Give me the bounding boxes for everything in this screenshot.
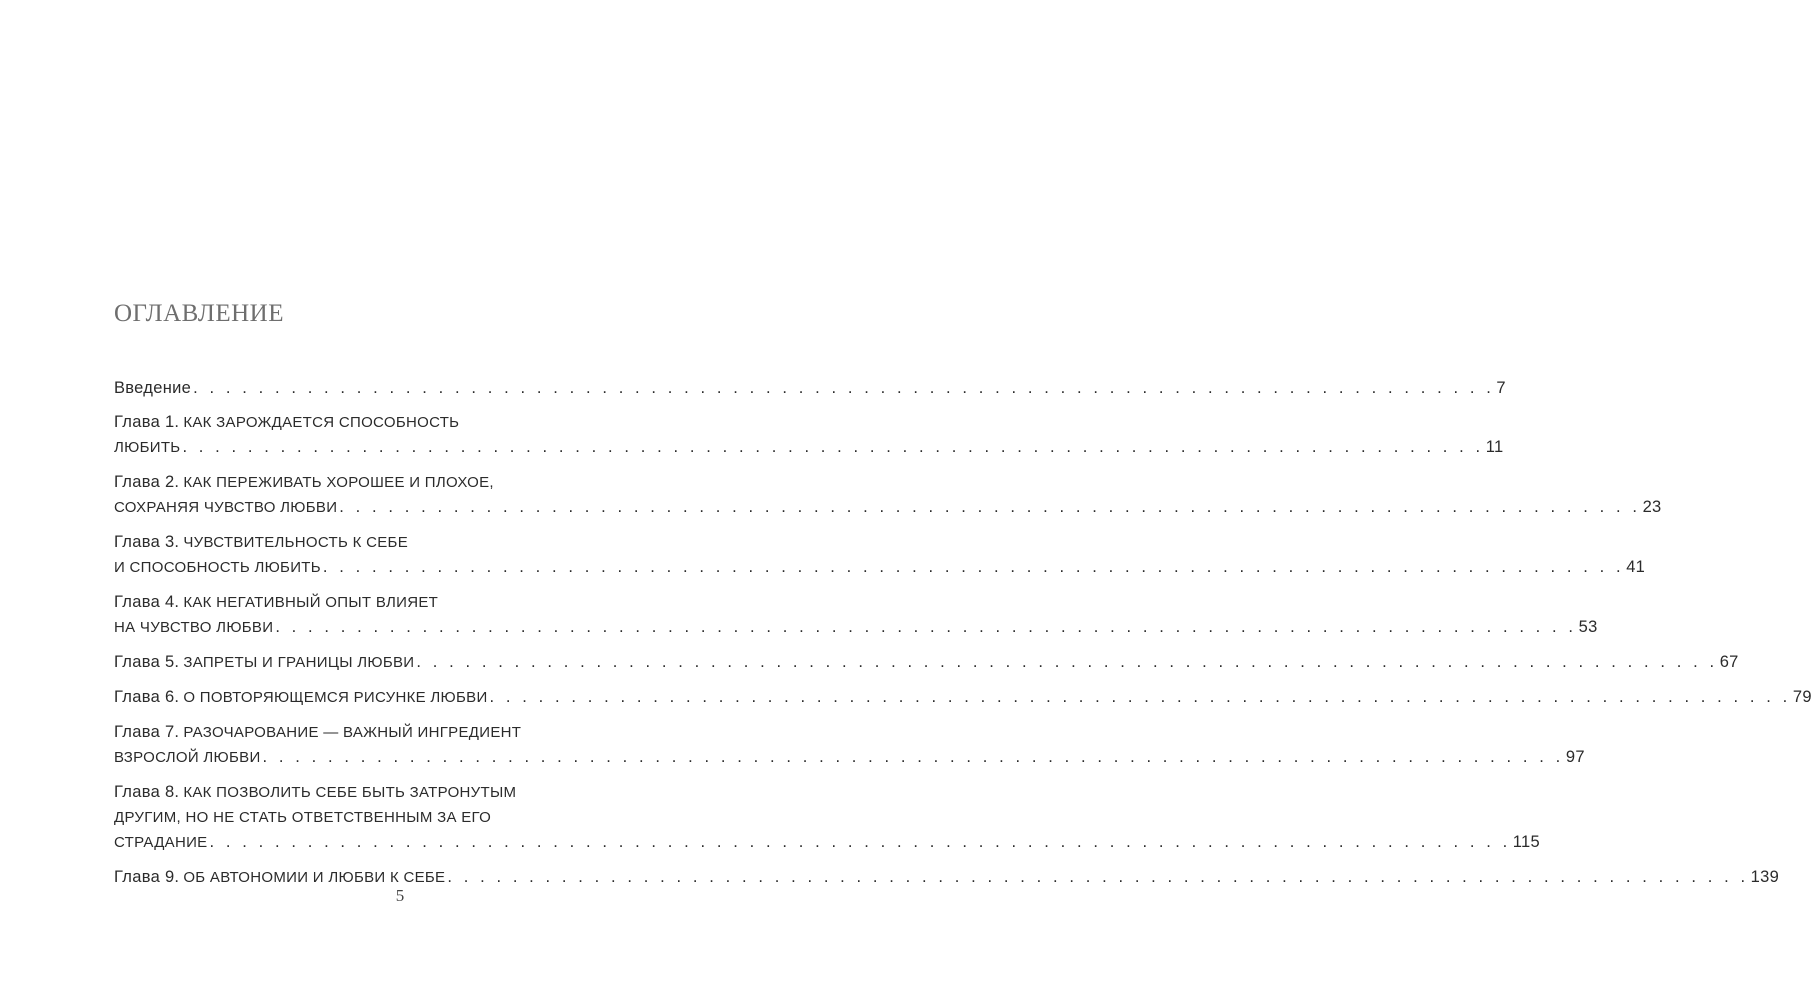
dot-leader: . . . . . . . . . . . . . . . . . . . . . . . . . . . . . . . . . . . . . . . . . . . . . . . . . . . . . . . . . . . . . . . . . . . . . . . . . . . . . . . .	[209, 833, 1511, 851]
dot-leader: . . . . . . . . . . . . . . . . . . . . . . . . . . . . . . . . . . . . . . . . . . . . . . . . . . . . . . . . . . . . . . . . . . . . . . . . . . . . . . . .	[489, 688, 1791, 706]
dot-leader: . . . . . . . . . . . . . . . . . . . . . . . . . . . . . . . . . . . . . . . . . . . . . . . . . . . . . . . . . . . . . . . . . . . . . . . . . . . . . . . .	[275, 618, 1577, 636]
chapter-title: И СПОСОБНОСТЬ ЛЮБИТЬ	[114, 559, 321, 576]
dot-leader: . . . . . . . . . . . . . . . . . . . . . . . . . . . . . . . . . . . . . . . . . . . . . . . . . . . . . . . . . . . . . . . . . . . . . . . . . . . . . . . .	[416, 653, 1718, 671]
dot-leader: . . . . . . . . . . . . . . . . . . . . . . . . . . . . . . . . . . . . . . . . . . . . . . . . . . . . . . . . . . . . . . . . . . . . . . . . . . . . . . . .	[447, 868, 1749, 886]
toc-page-number: 79	[1792, 688, 1812, 706]
toc-entry-line	[114, 470, 634, 495]
chapter-label: Глава 8.	[114, 783, 180, 801]
toc-entry	[114, 530, 1646, 580]
toc-entry-line	[114, 720, 634, 745]
dot-leader: . . . . . . . . . . . . . . . . . . . . . . . . . . . . . . . . . . . . . . . . . . . . . . . . . . . . . . . . . . . . . . . . . . . . . . . . . . . . . . . .	[193, 379, 1495, 397]
toc-page-number: 97	[1565, 748, 1585, 766]
toc-page-number: 115	[1512, 833, 1540, 851]
toc-entry	[114, 470, 1662, 520]
chapter-title: РАЗОЧАРОВАНИЕ — ВАЖНЫЙ ИНГРЕДИЕНТ	[183, 724, 522, 741]
chapter-title: Введение	[114, 379, 192, 397]
toc-page-number: 7	[1496, 379, 1506, 397]
chapter-title: КАК ЗАРОЖДАЕТСЯ СПОСОБНОСТЬ	[183, 414, 460, 431]
page-number: 5	[395, 886, 405, 905]
chapter-label: Глава 9.	[114, 868, 180, 886]
dot-leader: . . . . . . . . . . . . . . . . . . . . . . . . . . . . . . . . . . . . . . . . . . . . . . . . . . . . . . . . . . . . . . . . . . . . . . . . . . . . . . . .	[182, 438, 1484, 456]
chapter-label: Глава 2.	[114, 473, 180, 491]
toc-entry-line	[114, 410, 634, 435]
chapter-title: ОБ АВТОНОМИИ И ЛЮБВИ К СЕБЕ	[183, 869, 446, 886]
chapter-title: ДРУГИМ, НО НЕ СТАТЬ ОТВЕТСТВЕННЫМ ЗА ЕГО	[114, 809, 492, 826]
toc-page-number: 53	[1578, 618, 1598, 636]
toc-entry	[114, 720, 1585, 770]
chapter-label: Глава 6.	[114, 688, 180, 706]
chapter-title: ЛЮБИТЬ	[114, 439, 181, 456]
toc-page-number: 67	[1719, 653, 1739, 671]
toc-entry-line	[114, 650, 1739, 675]
chapter-title: НА ЧУВСТВО ЛЮБВИ	[114, 619, 274, 636]
toc-entry-line	[114, 555, 1646, 580]
toc-entry	[114, 590, 1598, 640]
toc-entry-line	[114, 376, 1506, 400]
toc-entry-line	[114, 495, 1662, 520]
chapter-label: Глава 3.	[114, 533, 180, 551]
toc-entry	[114, 780, 1540, 855]
toc-entry	[114, 410, 1504, 460]
dot-leader: . . . . . . . . . . . . . . . . . . . . . . . . . . . . . . . . . . . . . . . . . . . . . . . . . . . . . . . . . . . . . . . . . . . . . . . . . . . . . . . .	[262, 748, 1564, 766]
chapter-label: Глава 5.	[114, 653, 180, 671]
chapter-title: ЧУВСТВИТЕЛЬНОСТЬ К СЕБЕ	[183, 534, 408, 551]
chapter-label: Глава 7.	[114, 723, 180, 741]
chapter-title: ВЗРОСЛОЙ ЛЮБВИ	[114, 749, 261, 766]
toc-entry-line	[114, 805, 634, 830]
chapter-title: КАК ПЕРЕЖИВАТЬ ХОРОШЕЕ И ПЛОХОЕ,	[183, 474, 494, 491]
chapter-title: ЗАПРЕТЫ И ГРАНИЦЫ ЛЮБВИ	[183, 654, 415, 671]
toc-page-number: 23	[1642, 498, 1662, 516]
table-of-contents	[114, 376, 1812, 900]
toc-entry	[114, 376, 1506, 400]
toc-entry-line	[114, 745, 1585, 770]
toc-entry-line	[114, 530, 634, 555]
toc-entry-line	[114, 830, 1540, 855]
chapter-title: СТРАДАНИЕ	[114, 834, 208, 851]
toc-entry	[114, 685, 1812, 710]
dot-leader: . . . . . . . . . . . . . . . . . . . . . . . . . . . . . . . . . . . . . . . . . . . . . . . . . . . . . . . . . . . . . . . . . . . . . . . . . . . . . . . .	[339, 498, 1641, 516]
toc-entry-line	[114, 615, 1598, 640]
toc-page-number: 139	[1750, 868, 1780, 886]
chapter-label: Глава 4.	[114, 593, 180, 611]
chapter-title: КАК НЕГАТИВНЫЙ ОПЫТ ВЛИЯЕТ	[183, 594, 439, 611]
toc-entry-line	[114, 685, 1812, 710]
toc-entry-line	[114, 435, 1504, 460]
toc-entry-line	[114, 780, 634, 805]
page-heading: ОГЛАВЛЕНИЕ	[114, 300, 284, 327]
chapter-label: Глава 1.	[114, 413, 180, 431]
chapter-title: КАК ПОЗВОЛИТЬ СЕБЕ БЫТЬ ЗАТРОНУТЫМ	[183, 784, 517, 801]
toc-entry-line	[114, 590, 634, 615]
dot-leader: . . . . . . . . . . . . . . . . . . . . . . . . . . . . . . . . . . . . . . . . . . . . . . . . . . . . . . . . . . . . . . . . . . . . . . . . . . . . . . . .	[322, 558, 1625, 576]
chapter-title: СОХРАНЯЯ ЧУВСТВО ЛЮБВИ	[114, 499, 338, 516]
toc-page-number: 41	[1626, 558, 1646, 576]
toc-entry	[114, 650, 1739, 675]
toc-page-number: 11	[1485, 438, 1504, 456]
chapter-title: О ПОВТОРЯЮЩЕМСЯ РИСУНКЕ ЛЮБВИ	[183, 689, 488, 706]
